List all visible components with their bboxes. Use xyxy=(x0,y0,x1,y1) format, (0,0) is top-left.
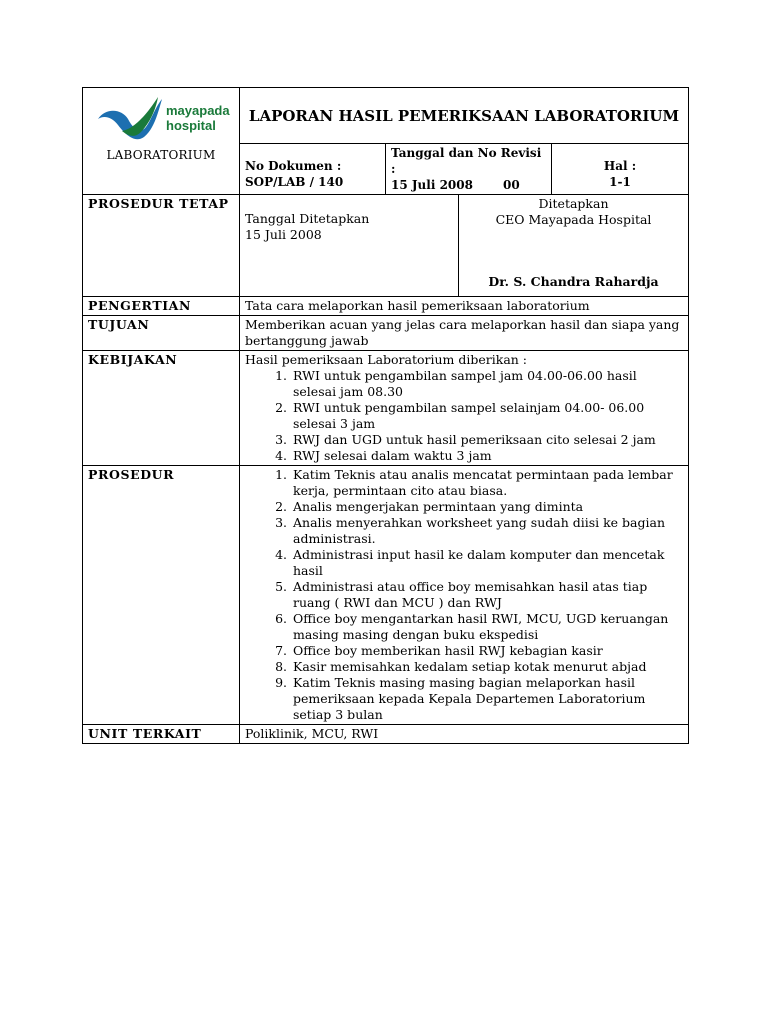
logo-text-line1: mayapada xyxy=(166,103,230,118)
prosedur-tetap-label: PROSEDUR TETAP xyxy=(83,195,240,297)
prosedur-list xyxy=(245,467,683,723)
sop-table xyxy=(82,87,689,744)
revision-label: Tanggal dan No Revisi : xyxy=(391,146,542,176)
doc-number-value: SOP/LAB / 140 xyxy=(245,175,344,189)
list-item: 7. Office boy memberikan hasil RWJ kebagian kasir xyxy=(291,643,683,659)
doc-number-cell xyxy=(240,144,386,195)
pengertian-label: PENGERTIAN xyxy=(83,297,240,316)
list-item: 6. Office boy mengantarkan hasil RWI, MCU, UGD keruangan masing masing dengan buku ekspedisi xyxy=(291,611,683,643)
page-label: Hal : xyxy=(603,159,637,173)
date-established-label: Tanggal Ditetapkan xyxy=(245,211,370,226)
list-item: 4. Administrasi input hasil ke dalam komputer dan mencetak hasil xyxy=(291,547,683,579)
date-established-cell xyxy=(240,195,459,297)
list-item: 2. Analis mengerjakan permintaan yang diminta xyxy=(291,499,683,515)
kebijakan-label: KEBIJAKAN xyxy=(83,351,240,466)
page-value: 1-1 xyxy=(609,175,631,189)
list-item: 2. RWI untuk pengambilan sampel selainjam 04.00- 06.00 selesai 3 jam xyxy=(291,400,683,432)
approved-by-title: CEO Mayapada Hospital xyxy=(495,212,652,227)
logo-text-line2: hospital xyxy=(166,118,216,133)
pengertian-text: Tata cara melaporkan hasil pemeriksaan laboratorium xyxy=(240,297,689,316)
tujuan-text: Memberikan acuan yang jelas cara melaporkan hasil dan siapa yang bertanggung jawab xyxy=(240,316,689,351)
kebijakan-content xyxy=(240,351,689,466)
list-item: 1. Katim Teknis atau analis mencatat permintaan pada lembar kerja, permintaan cito atau biasa. xyxy=(291,467,683,499)
kebijakan-list xyxy=(245,368,683,464)
list-item: 8. Kasir memisahkan kedalam setiap kotak menurut abjad xyxy=(291,659,683,675)
list-item: 5. Administrasi atau office boy memisahkan hasil atas tiap ruang ( RWI dan MCU ) dan RWJ xyxy=(291,579,683,611)
list-item: 9. Katim Teknis masing masing bagian melaporkan hasil pemeriksaan kepada Kepala Departemen Laboratorium setiap 3 bulan xyxy=(291,675,683,723)
doc-number-label: No Dokumen : xyxy=(245,159,342,173)
revision-date: 15 Juli 2008 xyxy=(391,178,473,192)
sop-document xyxy=(82,87,688,744)
date-established-value: 15 Juli 2008 xyxy=(245,227,322,242)
logo-cell xyxy=(83,88,240,195)
list-item: 4. RWJ selesai dalam waktu 3 jam xyxy=(291,448,683,464)
approval-cell xyxy=(459,195,689,297)
signatory-name: Dr. S. Chandra Rahardja xyxy=(488,274,659,289)
revision-number: 00 xyxy=(502,178,520,192)
logo-heart-icon xyxy=(88,89,238,145)
list-item: 1. RWI untuk pengambilan sampel jam 04.00-06.00 hasil selesai jam 08.30 xyxy=(291,368,683,400)
approved-label: Ditetapkan xyxy=(538,196,609,211)
unit-label: LABORATORIUM xyxy=(106,148,216,162)
tujuan-label: TUJUAN xyxy=(83,316,240,351)
hospital-logo xyxy=(88,89,234,145)
kebijakan-intro: Hasil pemeriksaan Laboratorium diberikan : xyxy=(245,352,528,367)
prosedur-content xyxy=(240,466,689,725)
page-cell xyxy=(552,144,689,195)
prosedur-label: PROSEDUR xyxy=(83,466,240,725)
unit-terkait-text: Poliklinik, MCU, RWI xyxy=(240,725,689,744)
unit-terkait-label: UNIT TERKAIT xyxy=(83,725,240,744)
list-item: 3. RWJ dan UGD untuk hasil pemeriksaan cito selesai 2 jam xyxy=(291,432,683,448)
list-item: 3. Analis menyerahkan worksheet yang sudah diisi ke bagian administrasi. xyxy=(291,515,683,547)
revision-cell xyxy=(386,144,552,195)
document-title: LAPORAN HASIL PEMERIKSAAN LABORATORIUM xyxy=(240,88,689,144)
